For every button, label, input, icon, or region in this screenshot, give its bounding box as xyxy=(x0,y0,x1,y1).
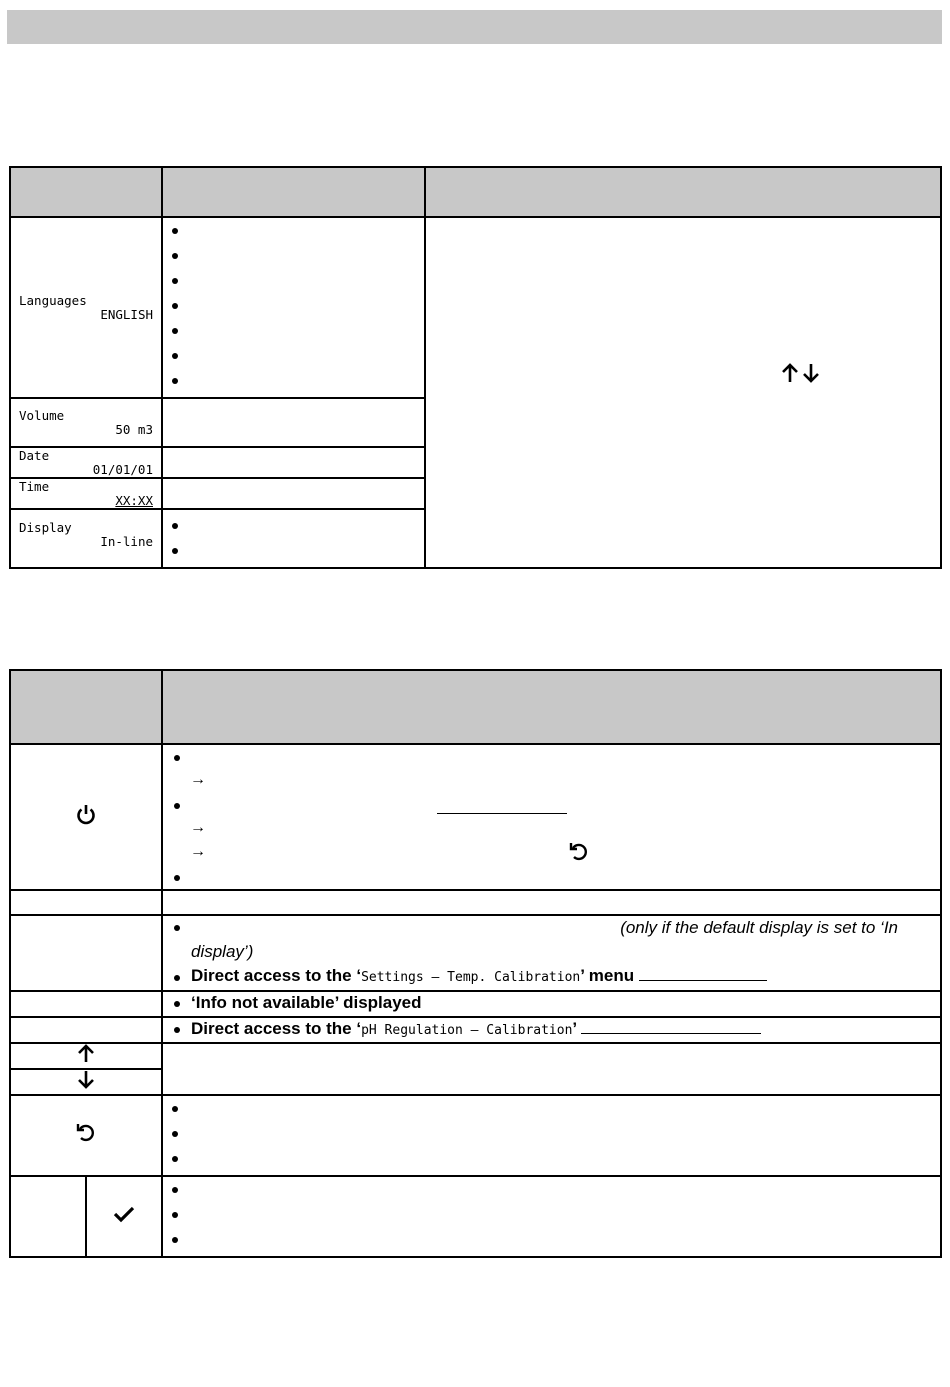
list-item xyxy=(187,1206,940,1231)
lcd-display xyxy=(11,479,161,508)
list-item xyxy=(187,1100,940,1125)
underline-blank xyxy=(581,1033,761,1034)
description-cell xyxy=(425,217,941,568)
settings-table xyxy=(9,166,942,569)
lcd-cell xyxy=(10,478,162,509)
lcd-label: Time xyxy=(19,479,50,494)
table-row xyxy=(10,1095,941,1176)
access-prefix: Direct access to the ‘ xyxy=(191,1019,362,1038)
key-cell xyxy=(10,1017,162,1043)
info-line xyxy=(163,992,940,1013)
list-item xyxy=(187,297,424,322)
down-arrow-icon xyxy=(76,1070,96,1094)
description-cell xyxy=(162,1176,941,1257)
lcd-cell xyxy=(10,217,162,398)
lcd-label: Display xyxy=(19,520,72,535)
options-cell xyxy=(162,398,425,447)
list-item xyxy=(187,1150,940,1175)
menu-name: pH Regulation – Calibration xyxy=(361,1023,573,1038)
table-row xyxy=(10,217,941,398)
power-icon xyxy=(74,803,98,832)
check-icon xyxy=(113,1205,135,1228)
back-key-list xyxy=(163,1096,940,1175)
back-arrow-icon xyxy=(75,1122,97,1149)
list-item xyxy=(187,372,424,397)
list-item xyxy=(187,272,424,297)
lcd-cell xyxy=(10,447,162,478)
list-item xyxy=(187,222,424,247)
lcd-label: Volume xyxy=(19,408,65,423)
list-item xyxy=(187,1125,940,1150)
description-cell xyxy=(162,890,941,915)
table-row xyxy=(10,991,941,1017)
table-row xyxy=(10,1176,941,1257)
header-cell xyxy=(10,167,162,217)
lcd-value: 50 m3 xyxy=(115,422,153,437)
keys-table xyxy=(9,669,942,1258)
temp-note-line xyxy=(163,916,940,942)
lcd-value: 01/01/01 xyxy=(92,462,153,477)
header-cell xyxy=(162,670,941,744)
lcd-label: Date xyxy=(19,448,50,463)
bullet xyxy=(174,755,180,761)
lcd-display xyxy=(11,448,161,477)
key-cell xyxy=(10,890,162,915)
options-cell xyxy=(162,447,425,478)
lcd-display xyxy=(11,293,161,322)
access-prefix: Direct access to the ‘ xyxy=(191,966,362,985)
lcd-label: Languages xyxy=(19,293,87,308)
table-row xyxy=(10,1043,941,1069)
keys-table-header xyxy=(10,670,941,744)
lcd-cell xyxy=(10,509,162,568)
italic-note-cont: display’) xyxy=(191,942,254,961)
options-cell xyxy=(162,217,425,398)
key-cell xyxy=(10,1043,162,1069)
lcd-display xyxy=(11,399,161,437)
description-cell xyxy=(162,991,941,1017)
lcd-cell xyxy=(10,398,162,447)
description-cell xyxy=(162,1095,941,1176)
list-item xyxy=(187,517,424,542)
lcd-time-value: XX:XX xyxy=(115,493,153,508)
italic-note: (only if the default display is set to ‘In xyxy=(620,918,898,937)
list-item xyxy=(187,347,424,372)
temp-note-line-cont xyxy=(163,942,940,966)
check-key-list xyxy=(163,1177,940,1256)
description-cell xyxy=(162,1043,941,1095)
lcd-value: In-line xyxy=(100,534,153,549)
table-row xyxy=(10,1017,941,1043)
key-cell xyxy=(10,1176,86,1257)
list-item xyxy=(187,1181,940,1206)
key-cell xyxy=(10,1095,162,1176)
options-cell xyxy=(162,478,425,509)
sub-arrow-icon: → xyxy=(190,843,206,860)
key-cell xyxy=(10,915,162,991)
table-row xyxy=(10,915,941,991)
list-item xyxy=(187,542,424,567)
key-cell xyxy=(10,1069,162,1095)
back-arrow-icon xyxy=(568,841,590,868)
up-down-arrows-icon xyxy=(780,362,822,389)
temp-access-line xyxy=(163,966,940,990)
ph-access-line xyxy=(163,1018,940,1039)
bullet xyxy=(174,875,180,881)
underline-blank xyxy=(437,813,567,814)
options-cell xyxy=(162,509,425,568)
lcd-value: ENGLISH xyxy=(100,307,153,322)
menu-name: Settings – Temp. Calibration xyxy=(361,970,581,985)
header-cell xyxy=(162,167,425,217)
language-options-list xyxy=(163,218,424,397)
key-cell xyxy=(10,991,162,1017)
table-row xyxy=(10,744,941,890)
header-cell xyxy=(425,167,941,217)
info-text: ‘Info not available’ displayed xyxy=(191,993,422,1012)
display-options-list xyxy=(163,510,424,567)
underline-blank xyxy=(639,980,767,981)
list-item xyxy=(187,247,424,272)
list-item xyxy=(187,1231,940,1256)
description-cell xyxy=(162,915,941,991)
key-cell xyxy=(86,1176,162,1257)
access-suffix: ’ menu xyxy=(580,966,635,985)
access-suffix: ’ xyxy=(572,1019,577,1038)
header-cell xyxy=(10,670,162,744)
description-cell xyxy=(162,1017,941,1043)
lcd-display xyxy=(11,510,161,549)
sub-arrow-icon: → xyxy=(190,819,206,836)
bullet xyxy=(174,803,180,809)
up-arrow-icon xyxy=(76,1044,96,1068)
lcd-value xyxy=(19,494,153,508)
list-item xyxy=(187,322,424,347)
settings-table-header xyxy=(10,167,941,217)
key-cell xyxy=(10,744,162,890)
table-row xyxy=(10,890,941,915)
section-title-bar xyxy=(7,10,942,44)
sub-arrow-icon: → xyxy=(190,771,206,788)
description-cell xyxy=(162,744,941,890)
